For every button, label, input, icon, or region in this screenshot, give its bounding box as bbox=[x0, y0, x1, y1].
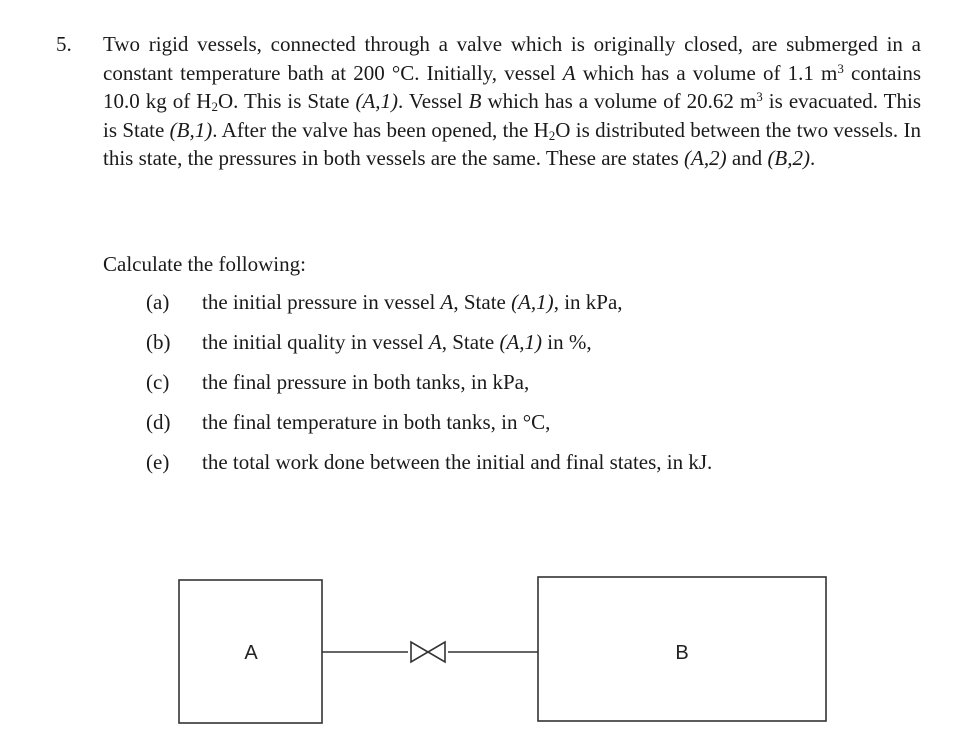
part-label: (c) bbox=[146, 370, 170, 394]
part-text: the initial quality in vessel bbox=[202, 330, 429, 354]
statement-text: . After the valve has been opened, the H bbox=[212, 117, 549, 142]
vessel-a-label: A bbox=[244, 642, 258, 664]
part-text: the initial pressure in vessel bbox=[202, 290, 441, 314]
part-text: , State bbox=[441, 330, 500, 354]
state-ref: (B,1) bbox=[169, 117, 213, 142]
statement-text: Two rigid vessels, connected through a valve which is originally closed, are submerged in a constant temperature bath at 200 °C. Initially, vessel bbox=[103, 32, 921, 85]
vessel-b-label: B bbox=[675, 642, 689, 664]
statement-text: . bbox=[810, 146, 816, 170]
part-text: the final pressure in both tanks, in kPa, bbox=[202, 370, 530, 394]
vessel-a-ref: A bbox=[562, 60, 576, 85]
statement-text: O. This is State bbox=[217, 89, 356, 113]
part-label: (b) bbox=[146, 330, 171, 354]
problem-number: 5. bbox=[56, 32, 72, 56]
vessel-b-ref: B bbox=[468, 89, 482, 113]
subscript: 2 bbox=[211, 99, 218, 114]
state-ref: (B,2) bbox=[767, 146, 811, 170]
state-ref: (A,1) bbox=[355, 89, 399, 113]
valve-icon bbox=[411, 642, 445, 662]
question-intro: Calculate the following: bbox=[103, 252, 306, 276]
exponent: 3 bbox=[837, 60, 844, 76]
statement-text: contains 10.0 kg of H bbox=[103, 60, 922, 113]
state-ref: (A,1) bbox=[511, 290, 554, 314]
statement-text: . Vessel bbox=[398, 89, 469, 113]
part-text: , in kPa, bbox=[553, 290, 623, 314]
part-label: (a) bbox=[146, 290, 170, 314]
part-text: the final temperature in both tanks, in °C, bbox=[202, 410, 551, 434]
part-label: (d) bbox=[146, 410, 171, 434]
state-ref: (A,1) bbox=[499, 330, 543, 354]
subscript: 2 bbox=[548, 127, 556, 143]
statement-text: which has a volume of 20.62 m bbox=[481, 89, 757, 113]
part-label: (e) bbox=[146, 450, 170, 474]
state-ref: (A,2) bbox=[684, 146, 727, 170]
part-text: the total work done between the initial and final states, in kJ. bbox=[202, 450, 713, 474]
vessel-a-ref: A bbox=[440, 290, 454, 314]
statement-text: O is distributed between the two vessels. In this state, the pressures in both vessels are the same. These are states bbox=[103, 117, 921, 170]
part-text: , State bbox=[453, 290, 512, 314]
part-text: in %, bbox=[542, 330, 592, 354]
statement-text: which has a volume of 1.1 m bbox=[575, 60, 838, 85]
statement-text: and bbox=[726, 146, 768, 170]
exponent: 3 bbox=[756, 89, 763, 104]
statement-text: is evacuated. This is State bbox=[103, 89, 921, 142]
vessel-a-ref: A bbox=[428, 330, 442, 354]
